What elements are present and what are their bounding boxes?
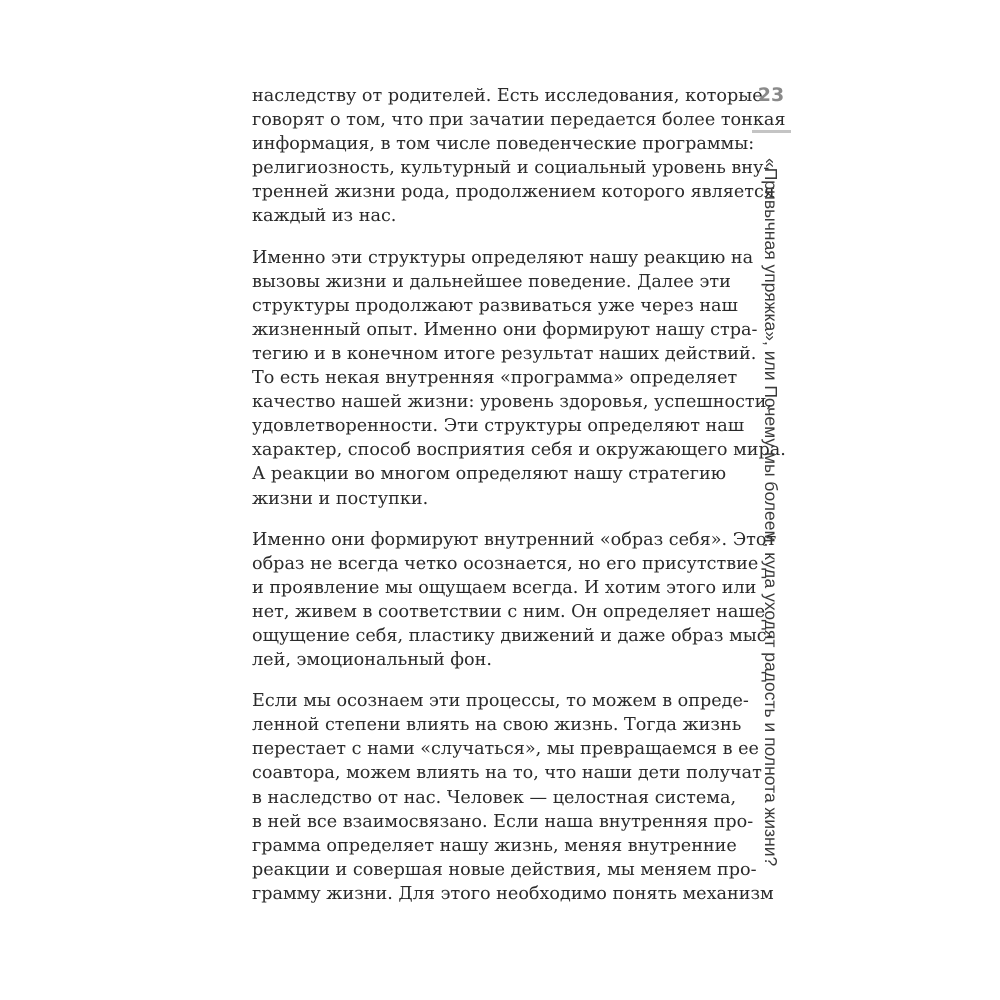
text-line: ленной степени влиять на свою жизнь. Тогда жизнь xyxy=(252,715,742,736)
text-line: Если мы осознаем эти процессы, то можем в опреде- xyxy=(252,691,749,712)
text-line: грамма определяет нашу жизнь, меняя внутренние xyxy=(252,835,737,856)
running-title: «Привычная упряжка», или Почему мы болеем, куда уходят радость и полнота жизни? xyxy=(761,158,781,867)
text-line: вызовы жизни и дальнейшее поведение. Далее эти xyxy=(252,271,731,292)
text-line: удовлетворенности. Эти структуры определяют наш xyxy=(252,416,745,437)
text-line: информация, в том числе поведенческие программы: xyxy=(252,134,755,155)
text-line: образ не всегда четко осознается, но его присутствие xyxy=(252,553,759,574)
text-line: в наследство от нас. Человек — целостная система, xyxy=(252,787,737,808)
text-line: нет, живем в соответствии с ним. Он определяет наше xyxy=(252,601,766,622)
text-line: жизни и поступки. xyxy=(252,488,429,509)
text-line: жизненный опыт. Именно они формируют нашу стра- xyxy=(252,319,758,340)
text-line: Именно эти структуры определяют нашу реакцию на xyxy=(252,247,754,268)
page-number: 23 xyxy=(757,84,785,106)
text-line: в ней все взаимосвязано. Если наша внутренняя про- xyxy=(252,811,754,832)
text-line: каждый из нас. xyxy=(252,206,397,227)
text-line: структуры продолжают развиваться уже через наш xyxy=(252,295,738,316)
text-line: и проявление мы ощущаем всегда. И хотим этого или xyxy=(252,577,757,598)
paragraph xyxy=(252,689,774,906)
text-line: лей, эмоциональный фон. xyxy=(252,650,492,671)
text-line: ощущение себя, пластику движений и даже образ мыс- xyxy=(252,625,773,646)
text-line: характер, способ восприятия себя и окружающего мира. xyxy=(252,440,786,461)
text-line: говорят о том, что при зачатии передается более тонкая xyxy=(252,110,786,131)
text-line: грамму жизни. Для этого необходимо понять механизм xyxy=(252,883,774,904)
text-line: То есть некая внутренняя «программа» определяет xyxy=(252,368,738,389)
paragraph xyxy=(252,246,786,511)
text-line: религиозность, культурный и социальный уровень вну- xyxy=(252,158,770,179)
paragraph xyxy=(252,528,777,673)
text-line: Именно они формируют внутренний «образ себя». Этот xyxy=(252,529,777,550)
text-line: соавтора, можем влиять на то, что наши дети получат xyxy=(252,763,762,784)
text-line: тегию и в конечном итоге результат наших действий. xyxy=(252,343,757,364)
text-line: А реакции во многом определяют нашу стратегию xyxy=(252,464,727,485)
text-line: наследству от родителей. Есть исследования, которые xyxy=(252,86,763,106)
text-line: перестает с нами «случаться», мы превращаемся в ее xyxy=(252,739,759,760)
text-line: качество нашей жизни: уровень здоровья, успешности, xyxy=(252,392,772,413)
text-line: реакции и совершая новые действия, мы меняем про- xyxy=(252,859,757,880)
text-line: тренней жизни рода, продолжением которого является xyxy=(252,182,775,203)
header-rule xyxy=(752,130,791,133)
